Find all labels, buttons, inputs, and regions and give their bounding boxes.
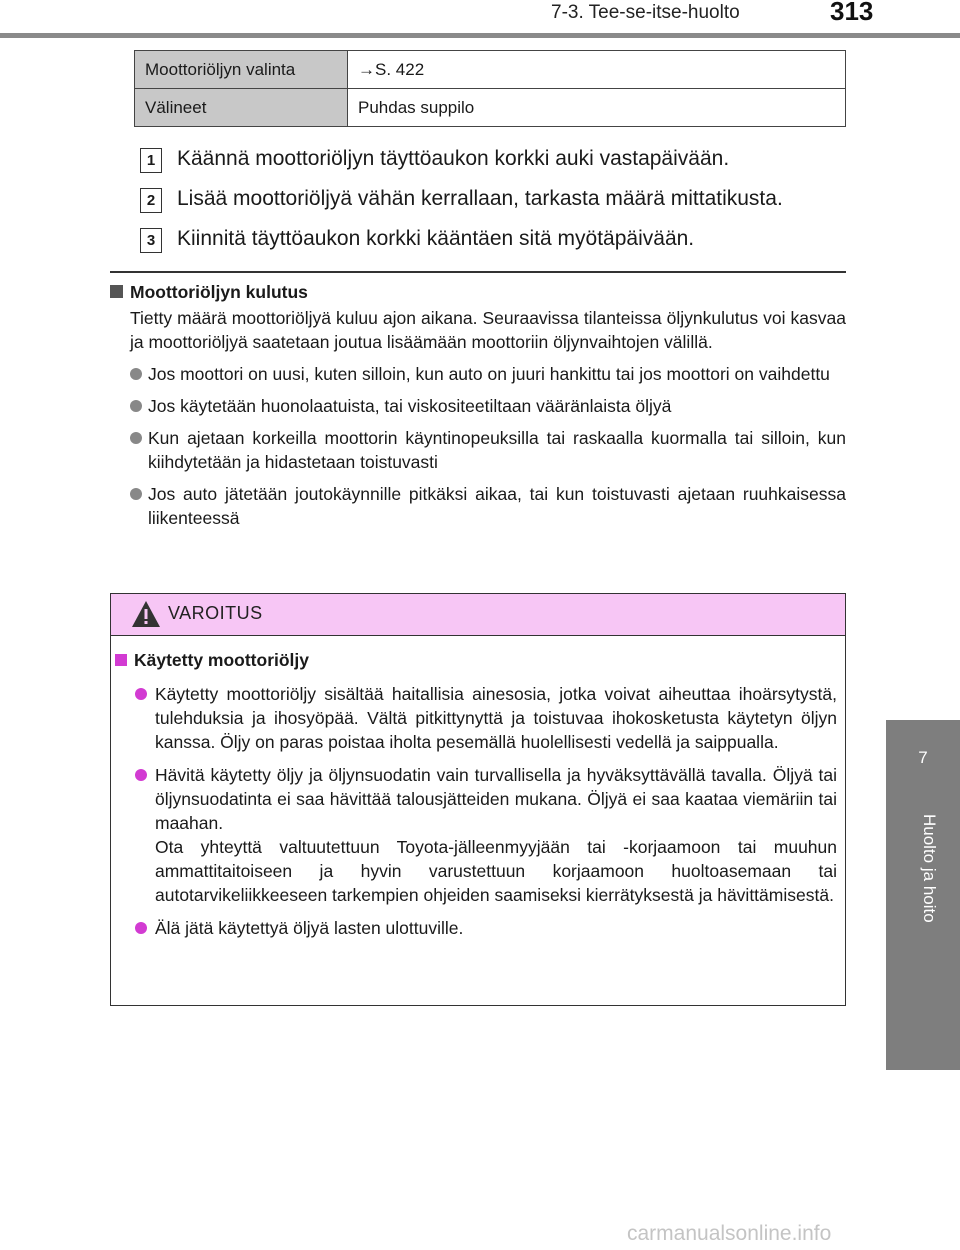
header-rule	[0, 33, 960, 38]
list-item-text: Käytetty moottoriöljy sisältää haitallisia ainesosia, jotka voivat aiheuttaa ihoärsytystä, tulehduksia ja ihosyöpää. Vältä pitkittynyttä ja toistuvaa ihokosketusta käytetyn öljyn kanssa. Öljy on paras poistaa iholta pesemällä huolellisesti vedellä ja saippualla.	[155, 684, 837, 752]
warning-subheading-text: Käytetty moottoriöljy	[134, 650, 310, 670]
section-paragraph: Tietty määrä moottoriöljyä kuluu ajon aikana. Seuraavissa tilanteissa öljynkulutus voi kasvaa ja moottoriöljyä saatetaan joutua lisäämään moottoriin öljynvaihtojen välillä.	[130, 308, 846, 352]
requirements-table	[134, 50, 846, 127]
step-text: Lisää moottoriöljyä vähän kerrallaan, tarkasta määrä mittatikusta.	[177, 187, 783, 210]
table-cell-value: →S. 422	[348, 51, 846, 89]
warning-bullet-list	[135, 682, 837, 940]
list-item	[130, 482, 846, 530]
step-number-badge: 2	[140, 188, 162, 213]
bullet-dot-icon	[130, 488, 142, 500]
list-item-text: Älä jätä käytettyä öljyä lasten ulottuville.	[155, 918, 464, 938]
list-item-continuation	[135, 835, 837, 907]
warning-box	[110, 593, 846, 1006]
list-item-text: Jos käytetään huonolaatuista, tai viskositeetiltaan vääränlaista öljyä	[148, 396, 672, 416]
step-text: Käännä moottoriöljyn täyttöaukon korkki auki vastapäivään.	[177, 147, 730, 170]
square-bullet-icon	[115, 654, 127, 666]
list-item	[135, 763, 837, 835]
step-text: Kiinnitä täyttöaukon korkki kääntäen sitä myötäpäivään.	[177, 227, 695, 250]
warning-triangle-icon	[131, 600, 161, 628]
chapter-title: Huolto ja hoito	[920, 814, 939, 923]
list-item	[130, 394, 846, 418]
table-cell-key: Moottoriöljyn valinta	[135, 51, 348, 89]
section-heading-text: Moottoriöljyn kulutus	[130, 282, 308, 302]
step-number-badge: 1	[140, 148, 162, 173]
bullet-dot-icon	[130, 368, 142, 380]
list-item	[135, 682, 837, 754]
bullet-list	[130, 362, 846, 530]
list-item-text: Jos moottori on uusi, kuten silloin, kun auto on juuri hankittu tai jos moottori on vaihdettu	[148, 364, 830, 384]
warning-label: VAROITUS	[168, 603, 263, 623]
table-row	[135, 51, 846, 89]
page-header	[0, 0, 960, 40]
section-title: 7-3. Tee-se-itse-huolto	[551, 2, 740, 23]
list-item-text: Kun ajetaan korkeilla moottorin käyntinopeuksilla tai raskaalla kuormalla tai silloin, kun kiihdytetään ja hidastetaan toistuvasti	[148, 428, 846, 472]
step-number-badge: 3	[140, 228, 162, 253]
chapter-tab[interactable]	[886, 720, 960, 800]
bullet-dot-icon	[130, 400, 142, 412]
section-divider	[110, 271, 846, 273]
bullet-dot-icon	[135, 922, 147, 934]
table-cell-key: Välineet	[135, 89, 348, 127]
page-number: 313	[830, 0, 874, 26]
watermark: carmanualsonline.info	[627, 1222, 832, 1245]
warning-header	[111, 594, 845, 636]
bullet-dot-icon	[135, 769, 147, 781]
chapter-number: 7	[918, 748, 928, 767]
list-item-text: Jos auto jätetään joutokäynnille pitkäksi aikaa, tai kun toistuvasti ajetaan ruuhkaisessa liikenteessä	[148, 484, 846, 528]
section-heading	[110, 282, 846, 306]
list-item	[130, 362, 846, 386]
list-item-text: Hävitä käytetty öljy ja öljynsuodatin vain turvallisella ja hyväksyttävällä tavalla. Öljyä tai öljynsuodatinta ei saa hävittää talousjätteiden mukana. Öljyä ei saa kaataa viemäriin tai maahan.	[155, 765, 837, 833]
table-row	[135, 89, 846, 127]
table-cell-value: Puhdas suppilo	[348, 89, 846, 127]
list-item	[135, 916, 837, 940]
warning-subheading	[115, 650, 837, 674]
list-item-text: Ota yhteyttä valtuutettuun Toyota-jälleenmyyjään tai -korjaamoon tai muuhun ammattitaitoiseen ja hyvin varustettuun korjaamoon huoltoasemaan tai autotarvikeliikkeeseen tarkempien ohjeiden saamiseksi kierrätyksestä ja hävittämisestä.	[155, 837, 837, 905]
bullet-dot-icon	[135, 688, 147, 700]
list-item	[130, 426, 846, 474]
consumption-section	[110, 282, 846, 538]
square-bullet-icon	[110, 285, 123, 298]
warning-body	[115, 650, 837, 949]
bullet-dot-icon	[130, 432, 142, 444]
